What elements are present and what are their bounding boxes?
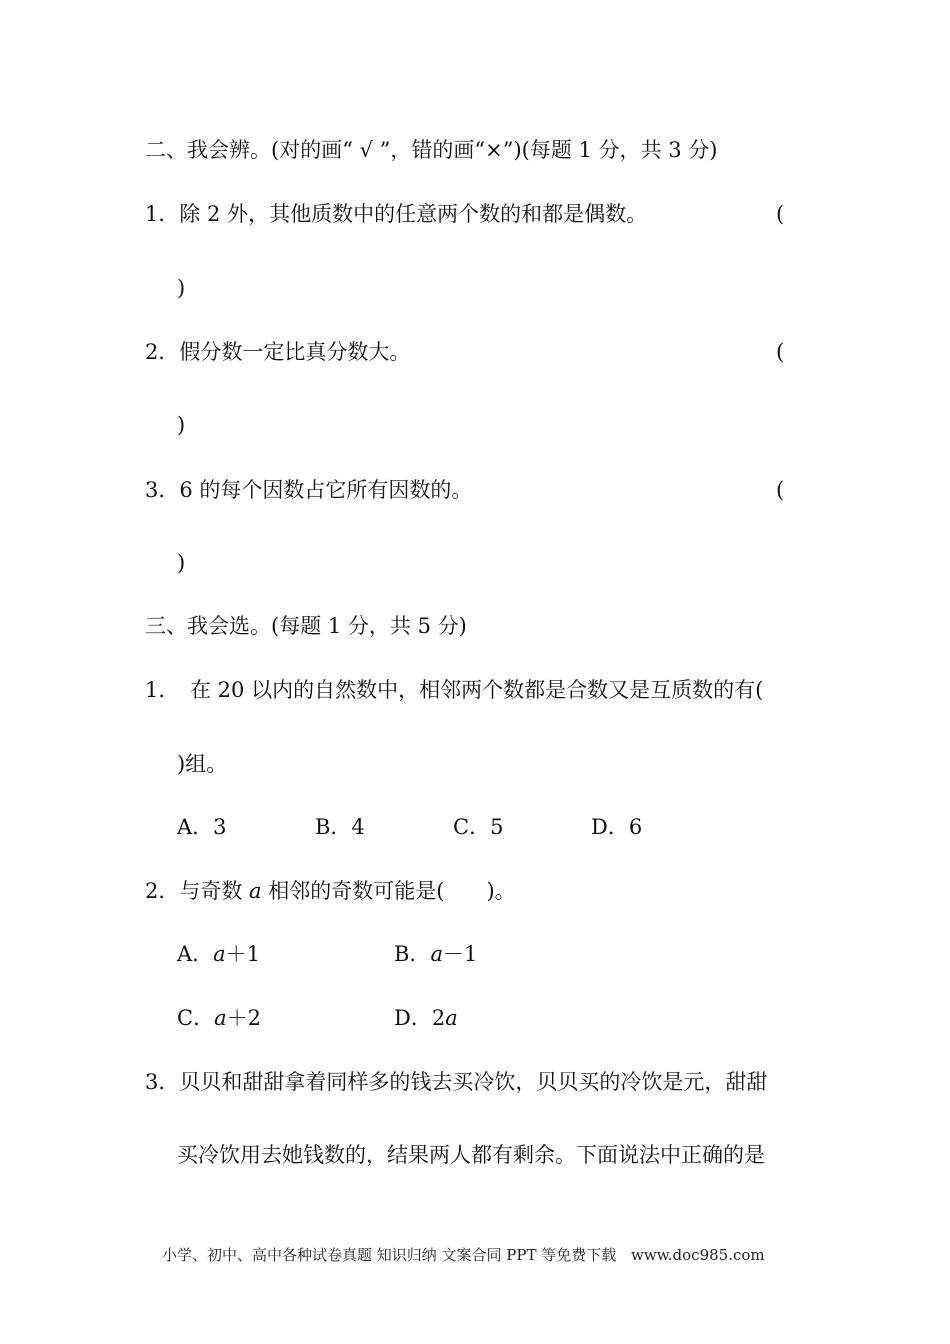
section-3-heading: 三、我会选。(每题 1 分，共 5 分) xyxy=(145,614,467,638)
s2-item-2-text: 2．假分数一定比真分数大。 xyxy=(145,340,411,364)
page-footer xyxy=(162,1244,775,1265)
s2-item-1-close-paren: ) xyxy=(177,276,186,300)
s3-q2-option-c xyxy=(177,1004,261,1032)
s3-q1-number: 1． xyxy=(145,678,180,702)
s2-item-1-open-paren: ( xyxy=(776,202,785,226)
s2-item-1-text: 1．除 2 外，其他质数中的任意两个数的和都是偶数。 xyxy=(145,202,648,226)
option-label: B． xyxy=(394,942,431,966)
option-rest: －1 xyxy=(442,942,478,966)
footer-text: 小学、初中、高中各种试卷真题 知识归纳 文案合同 PPT 等免费下载 xyxy=(162,1246,617,1264)
option-label: D．2 xyxy=(394,1006,446,1030)
s3-q3-line-1: 3．贝贝和甜甜拿着同样多的钱去买冷饮，贝贝买的冷饮是元，甜甜 xyxy=(145,1070,768,1094)
s2-item-3-open-paren: ( xyxy=(776,478,785,502)
footer-url[interactable]: www.doc985.com xyxy=(631,1246,765,1264)
s3-q1-option-c: C．5 xyxy=(453,815,504,839)
s3-q2-pre: 2．与奇数 xyxy=(145,879,250,903)
s2-item-2-close-paren: ) xyxy=(177,413,186,437)
option-var: a xyxy=(214,1006,227,1030)
s3-q3-line-2: 买冷饮用去她钱数的，结果两人都有剩余。下面说法中正确的是 xyxy=(177,1143,765,1167)
s2-item-2-open-paren: ( xyxy=(776,340,785,364)
s3-q1-text: 在 20 以内的自然数中，相邻两个数都是合数又是互质数的有( xyxy=(190,678,764,702)
s3-q2-option-d xyxy=(394,1004,458,1032)
s3-q1-option-d: D．6 xyxy=(591,815,643,839)
s2-item-3-text: 3．6 的每个因数占它所有因数的。 xyxy=(145,478,473,502)
option-label: C． xyxy=(177,1006,215,1030)
s3-q1-option-b: B．4 xyxy=(315,815,365,839)
option-var: a xyxy=(213,942,226,966)
s3-q2-question xyxy=(145,877,516,905)
s3-q2-option-a xyxy=(177,940,260,968)
s3-q2-post: 相邻的奇数可能是( )。 xyxy=(261,879,516,903)
option-rest: ＋2 xyxy=(226,1006,261,1030)
s3-q1-continuation: )组。 xyxy=(177,752,228,776)
option-var: a xyxy=(430,942,443,966)
option-label: A． xyxy=(177,942,214,966)
s2-item-3-close-paren: ) xyxy=(177,551,186,575)
option-rest: ＋1 xyxy=(225,942,261,966)
s3-q2-option-b xyxy=(394,940,477,968)
section-2-heading: 二、我会辨。(对的画“ √ ”，错的画“×”)(每题 1 分，共 3 分) xyxy=(145,138,718,162)
s3-q1-option-a: A．3 xyxy=(177,815,227,839)
s3-q2-var: a xyxy=(249,879,262,903)
option-var: a xyxy=(445,1006,458,1030)
